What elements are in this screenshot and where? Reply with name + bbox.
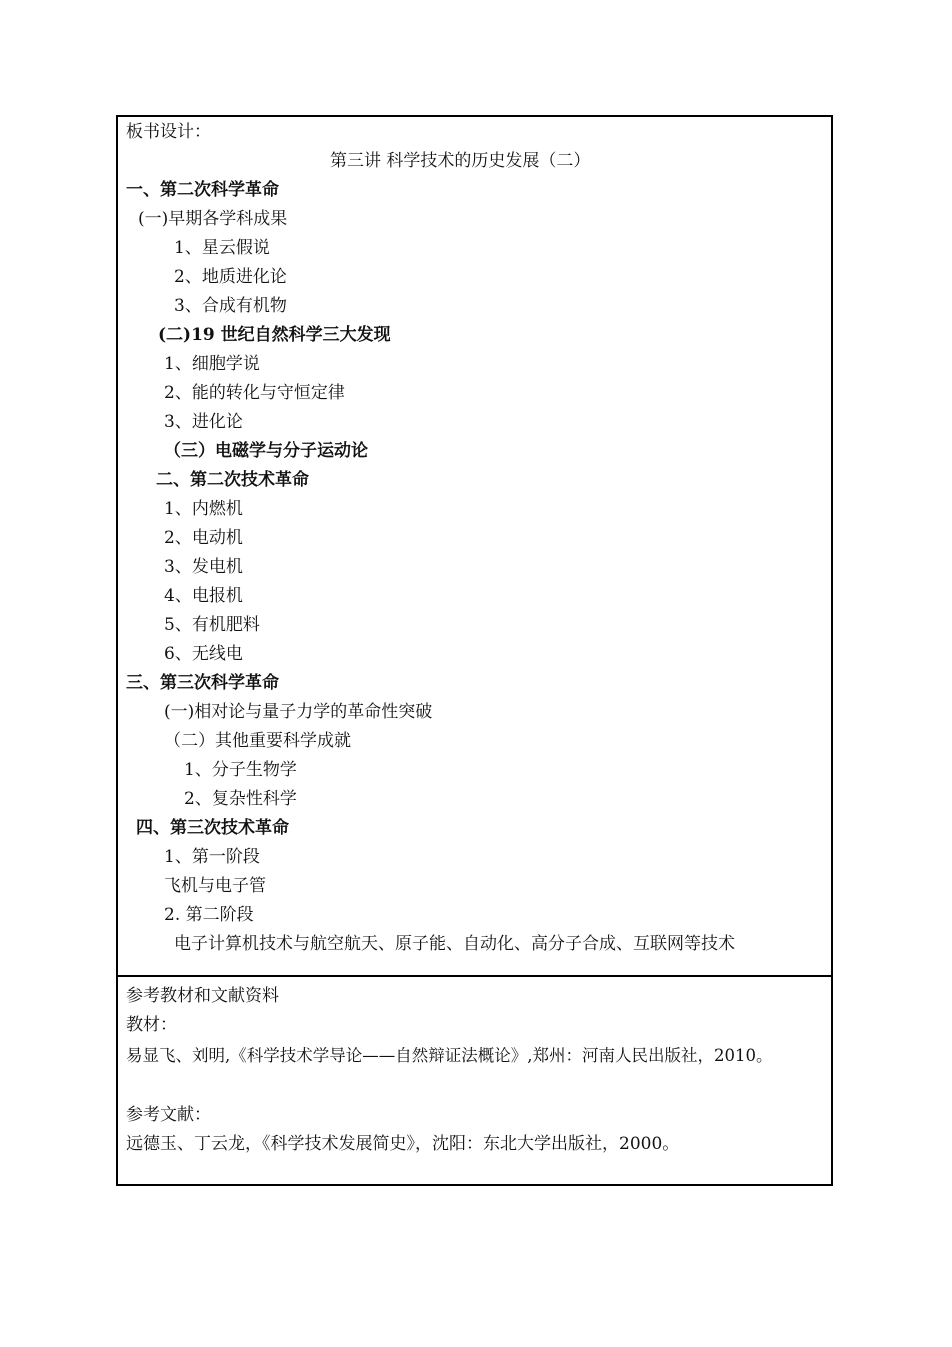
reference-entry: 远德玉、丁云龙，《科学技术发展简史》，沈阳：东北大学出版社，2000。 (126, 1134, 680, 1154)
list-item: 3、发电机 (164, 557, 243, 577)
list-item: 飞机与电子管 (164, 876, 266, 896)
list-item: 2、复杂性科学 (184, 789, 297, 809)
list-item: 2、能的转化与守恒定律 (164, 383, 345, 403)
lesson-table (116, 115, 833, 1186)
board-label: 板书设计： (126, 122, 211, 142)
textbook-label: 教材： (126, 1015, 177, 1035)
list-item: 电子计算机技术与航空航天、原子能、自动化、高分子合成、互联网等技术 (174, 934, 735, 954)
section-heading-4: 四、第三次技术革命 (136, 818, 289, 838)
list-item: 2. 第二阶段 (164, 905, 254, 925)
board-title: 第三讲 科学技术的历史发展（二） (330, 151, 591, 171)
list-item: 1、第一阶段 (164, 847, 260, 867)
section-heading-2: 二、第二次技术革命 (156, 470, 309, 490)
list-item: 4、电报机 (164, 586, 243, 606)
section-heading-3: 三、第三次科学革命 (126, 673, 279, 693)
subsection-1-2: (二)19 世纪自然科学三大发现 (158, 325, 391, 345)
list-item: 2、地质进化论 (174, 267, 287, 287)
section-heading-1: 一、第二次科学革命 (126, 180, 279, 200)
table-divider (118, 975, 831, 977)
list-item: 2、电动机 (164, 528, 243, 548)
list-item: 1、分子生物学 (184, 760, 297, 780)
subsection-1-3: （三）电磁学与分子运动论 (164, 441, 368, 461)
references-heading: 参考教材和文献资料 (126, 986, 279, 1006)
subsection-3-2: （二）其他重要科学成就 (164, 731, 351, 751)
textbook-entry: 易显飞、刘明,《科学技术学导论——自然辩证法概论》,郑州：河南人民出版社，2010。 (126, 1046, 773, 1065)
list-item: 1、细胞学说 (164, 354, 260, 374)
list-item: 1、星云假说 (174, 238, 270, 258)
subsection-3-1: (一)相对论与量子力学的革命性突破 (164, 702, 433, 722)
reference-label: 参考文献： (126, 1105, 211, 1125)
list-item: 1、内燃机 (164, 499, 243, 519)
subsection-1-1: (一)早期各学科成果 (138, 209, 288, 229)
list-item: 5、有机肥料 (164, 615, 260, 635)
list-item: 3、合成有机物 (174, 296, 287, 316)
list-item: 6、无线电 (164, 644, 243, 664)
list-item: 3、进化论 (164, 412, 243, 432)
